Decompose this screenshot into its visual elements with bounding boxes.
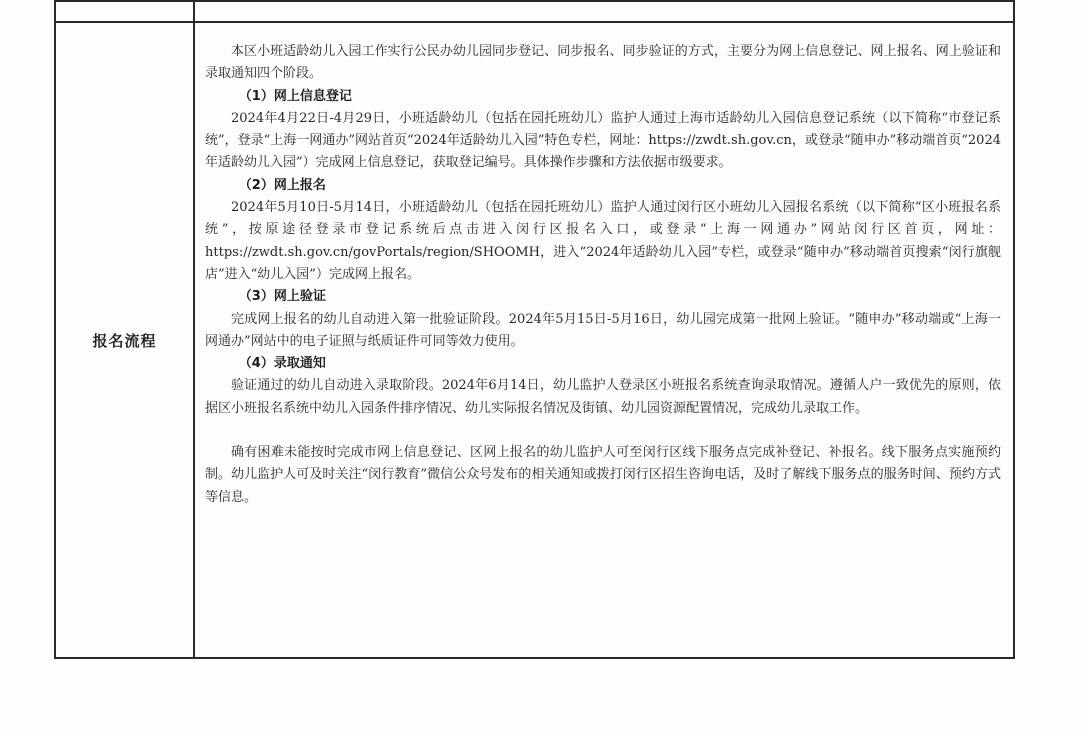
closing-paragraph: 确有困难未能按时完成市网上信息登记、区网上报名的幼儿监护人可至闵行区线下服务点完成补登记、补报名。线下服务点实施预约制。幼儿监护人可及时关注“闵行教育”微信公众号发布的相关通知或拨打闵行区招生咨询电话，及时了解线下服务点的服务时间、预约方式等信息。 bbox=[205, 445, 1001, 505]
section-body-admission-notice: 验证通过的幼儿自动进入录取阶段。2024年6月14日，幼儿监护人登录区小班报名系统查询录取情况。遵循人户一致优先的原则，依据区小班报名系统中幼儿入园条件排序情况、幼儿实际报名情况及街镇、幼儿园资源配置情况，完成幼儿录取工作。 bbox=[205, 378, 1001, 416]
section-body-online-application: 2024年5月10日-5月14日，小班适龄幼儿（包括在园托班幼儿）监护人通过闵行区小班幼儿入园报名系统（以下简称“区小班报名系统”，按原途径登录市登记系统后点击进入闵行区报名入口，或登录“上海一网通办”网站闵行区首页，网址：https://zwdt.sh.gov.cn/govPortals/region/SHOOMH，进入“2024年适龄幼儿入园”专栏，或登录“随申办”移动端首页搜索“闵行旗舰店”进入“幼儿入园”）完成网上报名。 bbox=[205, 200, 1001, 282]
content-cell bbox=[205, 41, 1001, 509]
section-body-online-verification: 完成网上报名的幼儿自动进入第一批验证阶段。2024年5月15日-5月16日，幼儿园完成第一批网上验证。“随申办”移动端或“上海一网通办”网站中的电子证照与纸质证件可同等效力使用。 bbox=[205, 311, 1001, 349]
table-row-divider bbox=[54, 21, 1015, 23]
section-body-info-registration: 2024年4月22日-4月29日，小班适龄幼儿（包括在园托班幼儿）监护人通过上海市适龄幼儿入园信息登记系统（以下简称“市登记系统”，登录“上海一网通办”网站首页“2024年适龄幼儿入园”特色专栏，网址：https://zwdt.sh.gov.cn，或登录“随申办”移动端首页“2024年适龄幼儿入园”）完成网上信息登记，获取登记编号。具体操作步骤和方法依据市级要求。 bbox=[205, 110, 1001, 171]
section-heading-online-application: （2）网上报名 bbox=[238, 177, 326, 193]
paragraph-gap bbox=[205, 420, 1001, 442]
row-label-cell bbox=[56, 23, 193, 657]
table-border-bottom bbox=[54, 657, 1015, 659]
table-column-divider bbox=[193, 0, 195, 659]
section-heading-admission-notice: （4）录取通知 bbox=[238, 356, 326, 372]
row-label: 报名流程 bbox=[92, 331, 157, 350]
table-border-top bbox=[54, 0, 1015, 2]
section-heading-info-registration: （1）网上信息登记 bbox=[238, 88, 352, 104]
section-heading-online-verification: （3）网上验证 bbox=[238, 289, 326, 305]
intro-paragraph: 本区小班适龄幼儿入园工作实行公民办幼儿园同步登记、同步报名、同步验证的方式，主要分为网上信息登记、网上报名、网上验证和录取通知四个阶段。 bbox=[205, 44, 1001, 82]
table-border-right bbox=[1013, 0, 1015, 659]
